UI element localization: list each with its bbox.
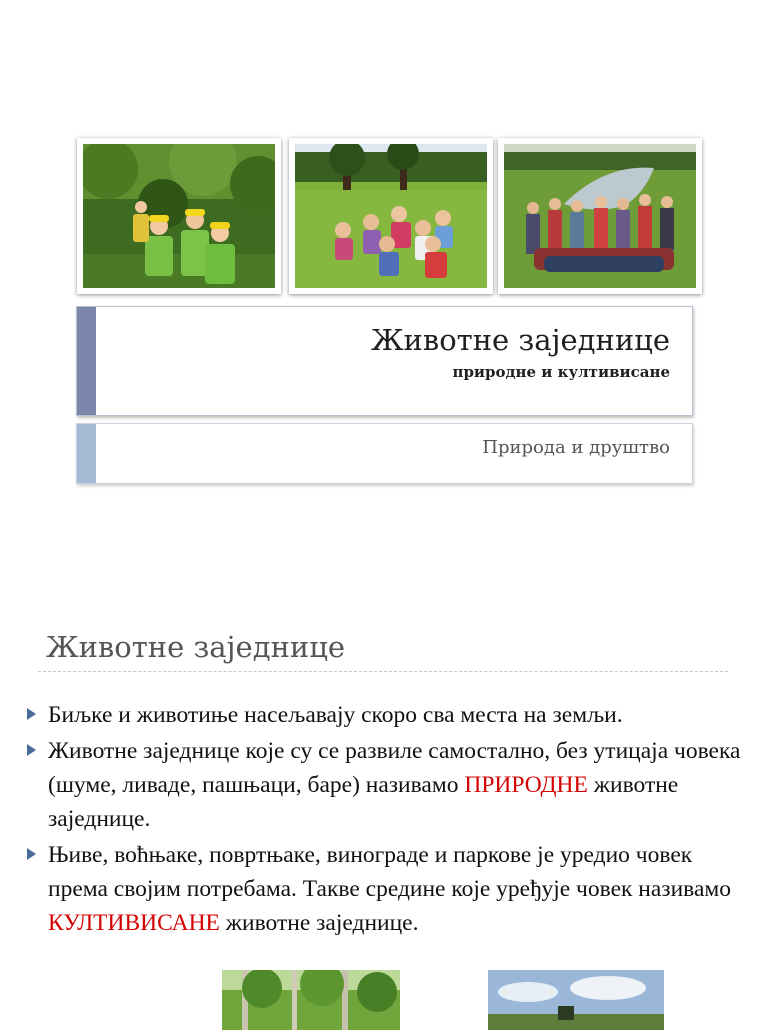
title-accent-bar — [77, 307, 96, 415]
highlight-cultivated: КУЛТИВИСАНЕ — [48, 910, 220, 936]
bullet-text: Биљке и животиње насељавају скоро сва места на земљи. — [48, 702, 623, 728]
highlight-natural: ПРИРОДНЕ — [464, 772, 588, 798]
slide-subtitle: природне и култивисане — [452, 363, 670, 381]
title-box — [76, 306, 693, 416]
bullet-item — [27, 838, 757, 940]
children-on-meadow-photo — [289, 138, 493, 294]
bullet-list — [27, 698, 757, 942]
section-heading: Животне заједнице — [46, 630, 346, 664]
bullet-text: Њиве, воћњаке, повртњаке, винограде и паркове је уредио човек према својим потребама. Такве средине које уређује човек називамо — [48, 842, 731, 902]
slide-title: Животне заједнице — [370, 323, 670, 357]
forest-photo — [222, 970, 400, 1030]
landscape-sky-photo — [488, 970, 664, 1030]
bullet-arrow-icon — [27, 744, 36, 756]
bullet-item — [27, 698, 757, 732]
heading-divider — [38, 671, 728, 672]
course-name: Природа и друштво — [482, 437, 670, 458]
bullet-arrow-icon — [27, 848, 36, 860]
bullet-text: Животне заједнице које су се развиле самостално, без утицаја човека (шуме, ливаде, пашњаци, баре) називамо — [48, 738, 741, 798]
bullet-text: животне заједнице. — [219, 910, 419, 936]
group-by-pond-photo — [498, 138, 702, 294]
course-box — [76, 423, 693, 484]
bullet-text: животне заједнице. — [48, 772, 679, 832]
bullet-item — [27, 734, 757, 836]
children-in-forest-photo — [77, 138, 281, 294]
course-accent-bar — [77, 424, 96, 483]
bullet-arrow-icon — [27, 708, 36, 720]
